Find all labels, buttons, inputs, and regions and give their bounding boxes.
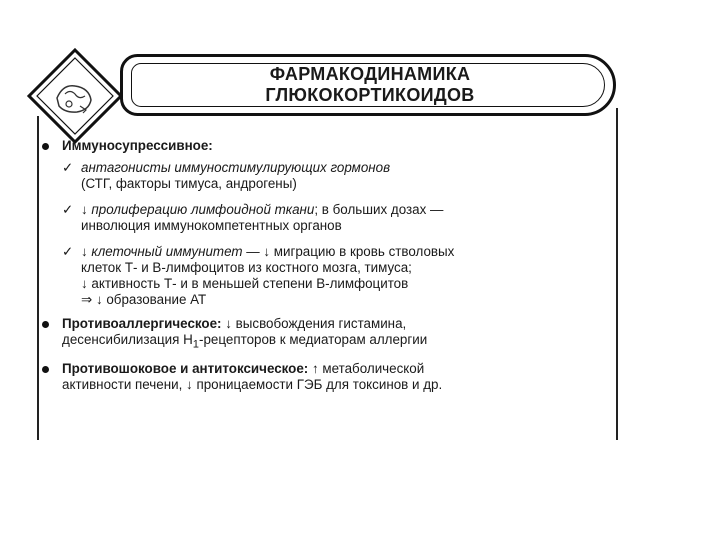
page-title <box>130 64 610 106</box>
text-run: инволюция иммунокомпетентных органов <box>81 218 342 233</box>
text-run: — ↓ миграцию в кровь стволовых <box>242 244 455 259</box>
sub-item <box>62 160 615 192</box>
item-title: Противошоковое и антитоксическое: <box>62 360 309 376</box>
content-frame-right <box>616 108 618 440</box>
list-item <box>40 361 615 393</box>
text-run: десенсибилизация Н <box>62 332 193 347</box>
sub-item-line <box>81 218 615 234</box>
bullet-icon <box>42 321 49 328</box>
check-icon: ✓ <box>62 202 74 217</box>
bullet-icon <box>42 366 49 373</box>
item-line <box>62 316 615 332</box>
text-run: ⇒ ↓ образование АТ <box>81 292 207 307</box>
content-list <box>40 138 615 393</box>
list-item <box>40 138 615 154</box>
item-text <box>62 316 615 353</box>
text-run: ↓ высвобождения гистамина, <box>221 316 407 331</box>
logo-icon <box>25 46 125 146</box>
sub-item-line <box>81 176 615 192</box>
text-run: -рецепторов к медиаторам аллергии <box>199 332 428 347</box>
text-run: (СТГ, факторы тимуса, андрогены) <box>81 176 297 191</box>
italic-text: пролиферацию лимфоидной ткани <box>91 202 315 217</box>
sub-item-text <box>81 160 615 192</box>
text-run: ; в больших дозах — <box>314 202 444 217</box>
subscript: 1 <box>192 338 200 351</box>
sub-item <box>62 244 615 308</box>
sub-item-line <box>81 244 615 260</box>
sub-item-line <box>81 292 615 308</box>
sub-item-line <box>81 202 615 218</box>
bullet-icon <box>42 143 49 150</box>
title-line-1: ФАРМАКОДИНАМИКА <box>269 64 471 84</box>
check-icon: ✓ <box>62 244 74 259</box>
item-text <box>62 138 615 154</box>
item-line <box>62 332 615 353</box>
sub-item-line <box>81 276 615 292</box>
text-run: активности печени, ↓ проницаемости ГЭБ для токсинов и др. <box>62 376 443 392</box>
content-frame-left <box>37 116 39 440</box>
check-icon: ✓ <box>62 160 74 175</box>
item-text <box>62 361 615 393</box>
text-run: клеток Т- и В-лимфоцитов из костного мозга, тимуса; <box>81 260 412 275</box>
sub-item-line <box>81 160 615 176</box>
item-line <box>62 138 615 154</box>
item-line <box>62 377 615 393</box>
sub-item-line <box>81 260 615 276</box>
sub-item-text <box>81 202 615 234</box>
text-run: ↓ активность Т- и в меньшей степени В-лимфоцитов <box>81 276 409 291</box>
title-line-2: ГЛЮКОКОРТИКОИДОВ <box>265 85 475 105</box>
sub-item <box>62 202 615 234</box>
text-run: ↑ метаболической <box>308 360 425 376</box>
item-title: Противоаллергическое: <box>62 316 222 331</box>
item-title: Иммуносупрессивное: <box>62 138 213 153</box>
text-run: ↓ <box>81 244 92 259</box>
text-run: ↓ <box>81 202 92 217</box>
list-item <box>40 316 615 353</box>
item-line <box>62 361 615 377</box>
sub-item-text <box>81 244 615 308</box>
italic-text: клеточный иммунитет <box>91 244 243 259</box>
italic-text: антагонисты иммуностимулирующих гормонов <box>81 160 391 175</box>
